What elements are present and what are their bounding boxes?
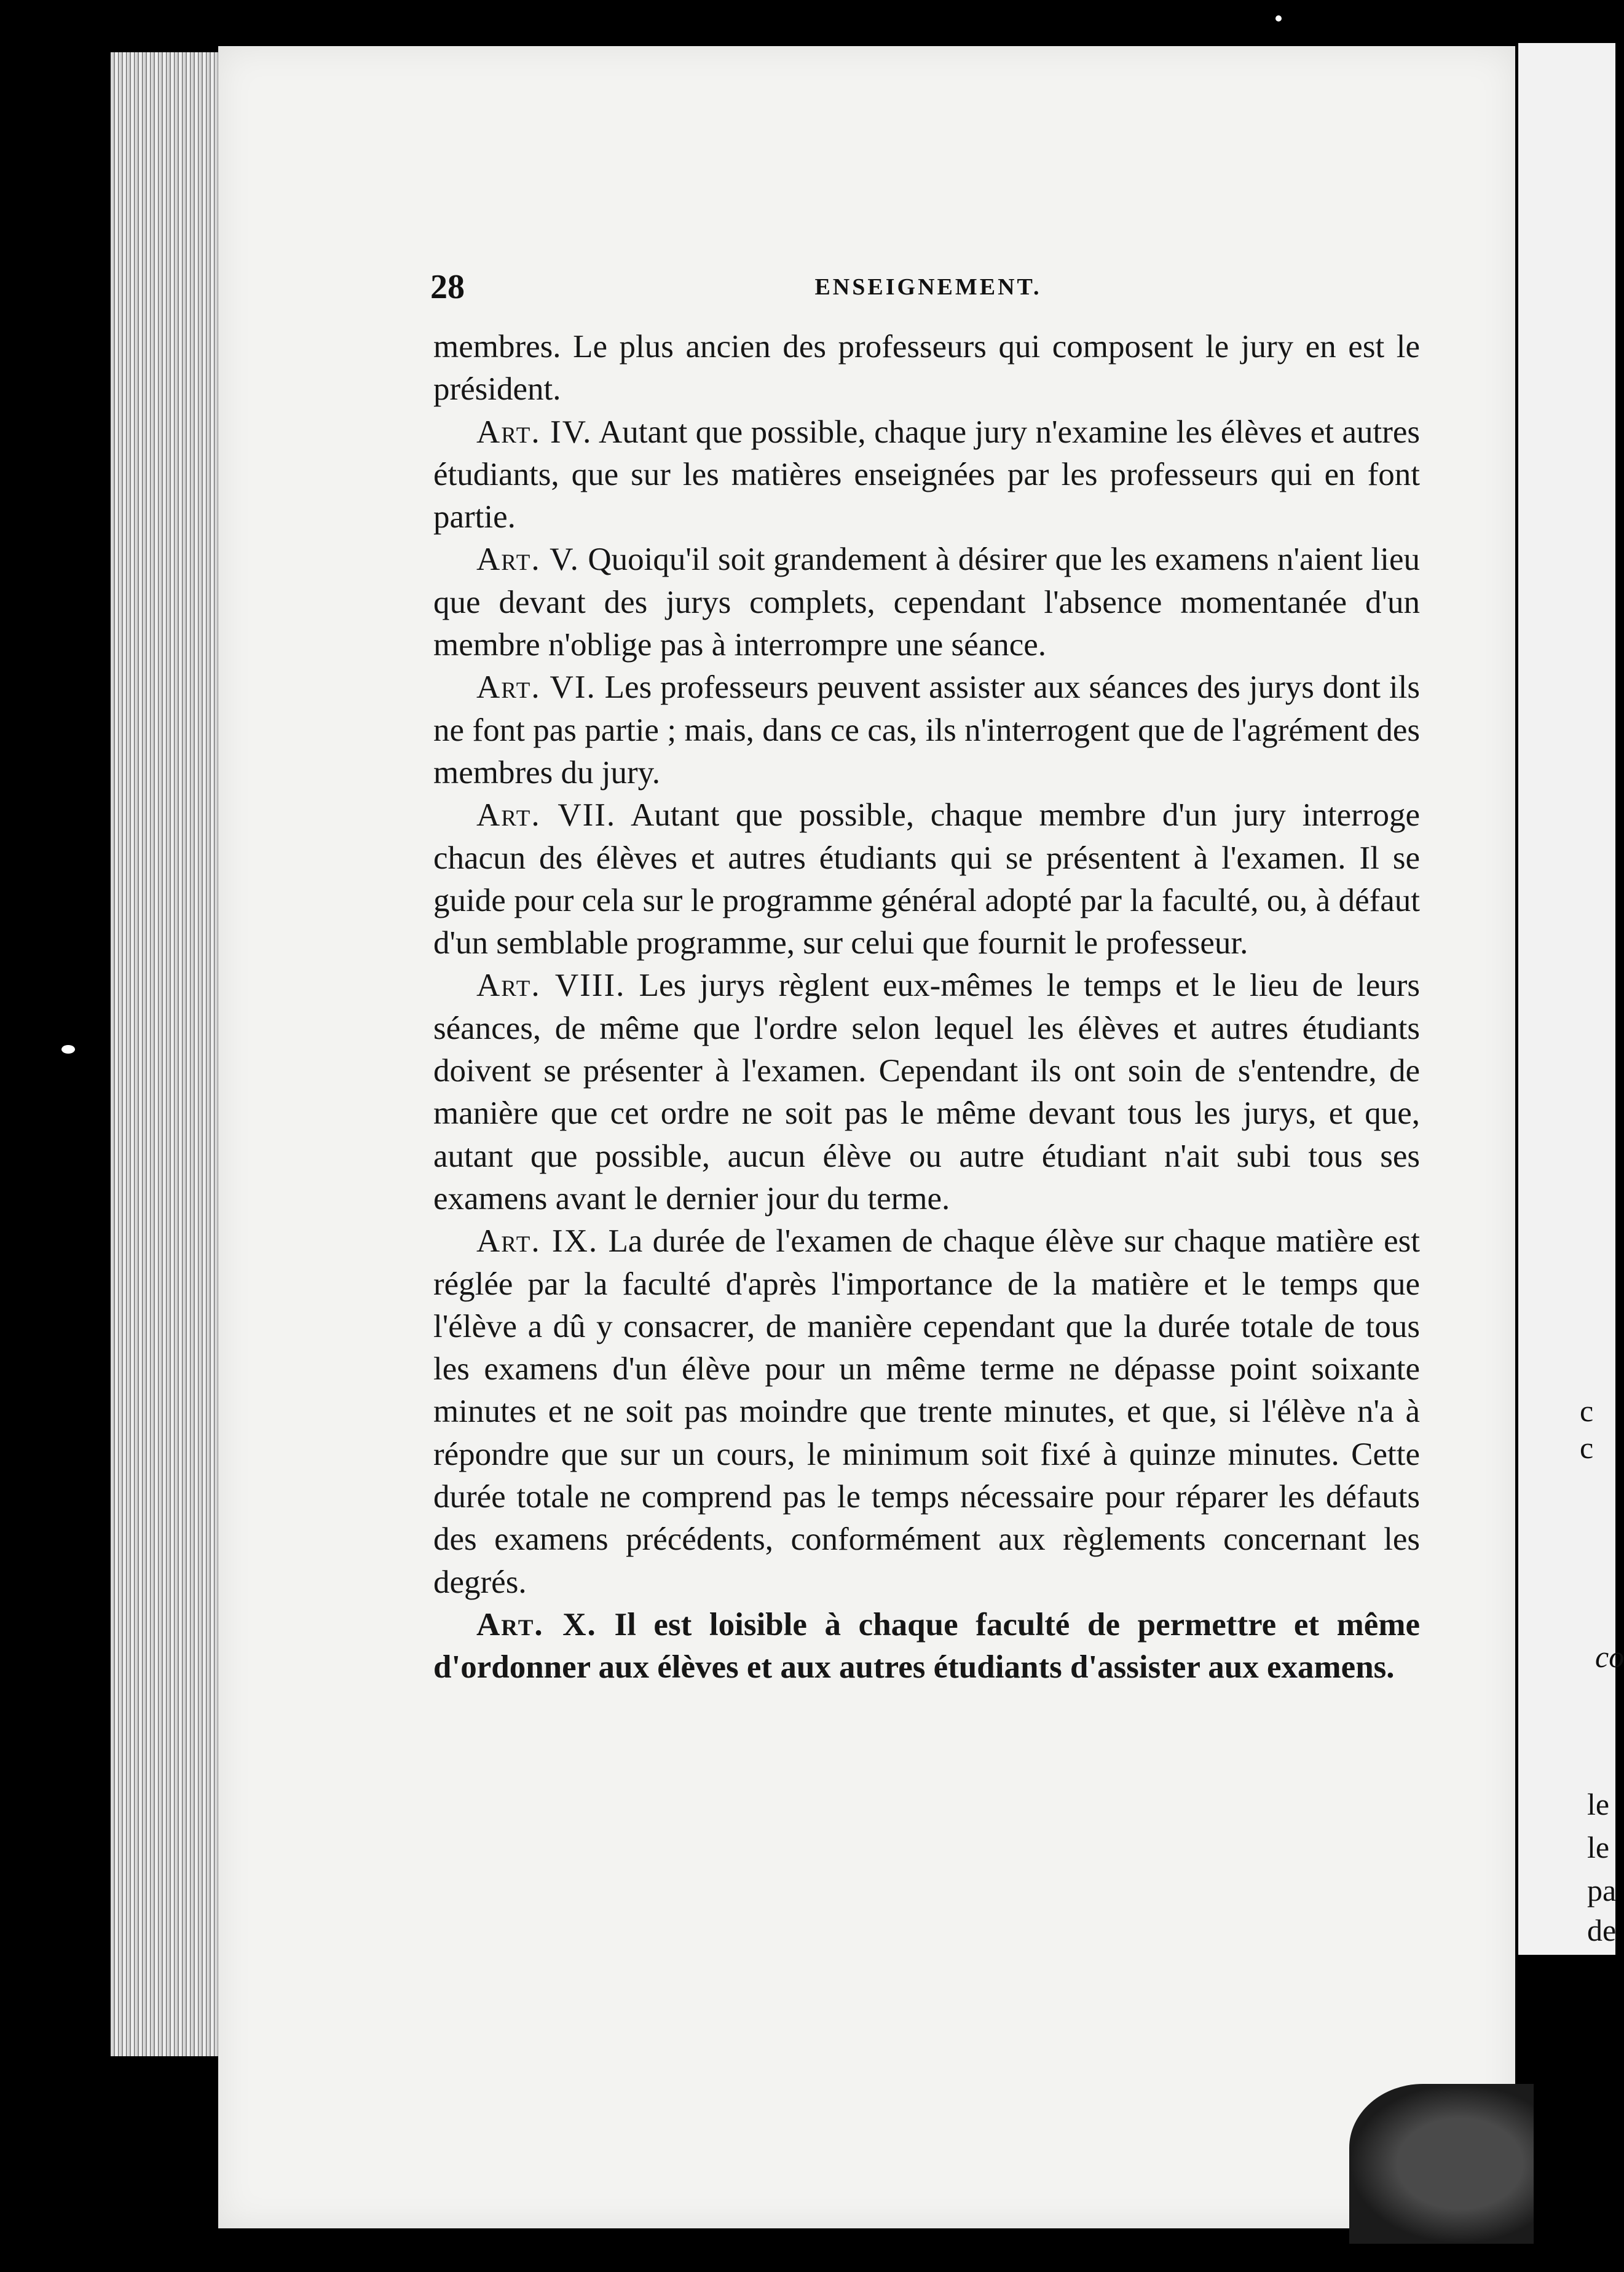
article-label: Art. V. xyxy=(476,542,580,578)
article-paragraph xyxy=(433,794,1420,964)
article-paragraph xyxy=(433,1604,1420,1689)
page-number: 28 xyxy=(430,268,465,306)
article-text: Les jurys règlent eux-mêmes le temps et le lieu de leurs séances, de même que l'ordre selon lequel les élèves et autres étudiants doivent se présenter à l'examen. Cependant ils ont soin de s'entendre, de manière que cet ordre ne soit pas le même devant tous les jurys, et que, autant que possible, aucun élève ou autre étudiant n'ait subi tous ses examens avant le dernier jour du terme. xyxy=(433,968,1421,1217)
article-label: Art. IX. xyxy=(476,1223,599,1260)
scan-speck xyxy=(61,1045,75,1054)
article-text: Quoiqu'il soit grandement à désirer que les examens n'aient lieu que devant des jurys complets, cependant l'absence momentanée d'un membre n'oblige pas à interrompre une séance. xyxy=(433,542,1421,663)
article-label: Art. VIII. xyxy=(476,968,626,1004)
facing-page-fragment: co xyxy=(1595,1639,1624,1674)
page-header xyxy=(430,267,1426,310)
facing-page xyxy=(1518,43,1624,1955)
article-paragraph xyxy=(433,411,1420,539)
facing-page-fragment: pa xyxy=(1587,1873,1617,1907)
article-text: Il est loisible à chaque faculté de permettre et même d'ordonner aux élèves et aux autres étudiants d'assister aux examens. xyxy=(433,1606,1420,1686)
facing-page-fragment: le xyxy=(1587,1830,1610,1864)
facing-page-fragment: c xyxy=(1580,1394,1594,1428)
scan-speck xyxy=(1275,15,1282,22)
body-text xyxy=(433,326,1420,1689)
article-label: Art. VII. xyxy=(476,797,617,834)
article-text: La durée de l'examen de chaque élève sur chaque matière est réglée par la faculté d'après l'importance de la matière et le temps que l'élève a dû y consacrer, de manière cependant que la durée totale de tous les examens d'un élève pour un même terme ne dépasse point soixante minutes et ne soit pas moindre que trente minutes, et que, si l'élève n'a à répondre que sur un cours, le minimum soit fixé à quinze minutes. Cette durée totale ne comprend pas le temps nécessaire pour réparer les défauts des examens précédents, conformément aux règlements concernant les degrés. xyxy=(433,1223,1420,1600)
page-edges xyxy=(111,52,221,2056)
facing-page-fragment: le xyxy=(1587,1787,1610,1821)
article-text: Les professeurs peuvent assister aux séances des jurys dont ils ne font pas partie ; mais, dans ce cas, ils n'interrogent que de l'agrément des membres du jury. xyxy=(433,669,1421,791)
paragraph xyxy=(433,326,1420,411)
article-label: Art. VI. xyxy=(476,669,596,706)
running-title: ENSEIGNEMENT. xyxy=(814,274,1042,300)
facing-page-fragment: de xyxy=(1587,1913,1617,1947)
article-paragraph xyxy=(433,538,1420,666)
binding-shadow xyxy=(1349,2084,1534,2244)
article-paragraph xyxy=(433,964,1420,1220)
article-paragraph xyxy=(433,1220,1420,1604)
article-paragraph xyxy=(433,666,1420,794)
facing-page-fragment: c xyxy=(1580,1430,1594,1465)
article-label: Art. X. xyxy=(476,1606,597,1643)
article-text: Autant que possible, chaque membre d'un jury interroge chacun des élèves et autres étudiants qui se présentent à l'examen. Il se guide pour cela sur le programme général adopté par la faculté, ou, à défaut d'un semblable programme, sur celui que fournit le professeur. xyxy=(433,797,1420,961)
article-label: Art. IV. xyxy=(476,414,593,450)
paragraph-text: membres. Le plus ancien des professeurs qui composent le jury en est le président. xyxy=(433,329,1420,408)
article-text: Autant que possible, chaque jury n'examine les élèves et autres étudiants, que sur les matières enseignées par les professeurs qui en font partie. xyxy=(433,414,1421,535)
